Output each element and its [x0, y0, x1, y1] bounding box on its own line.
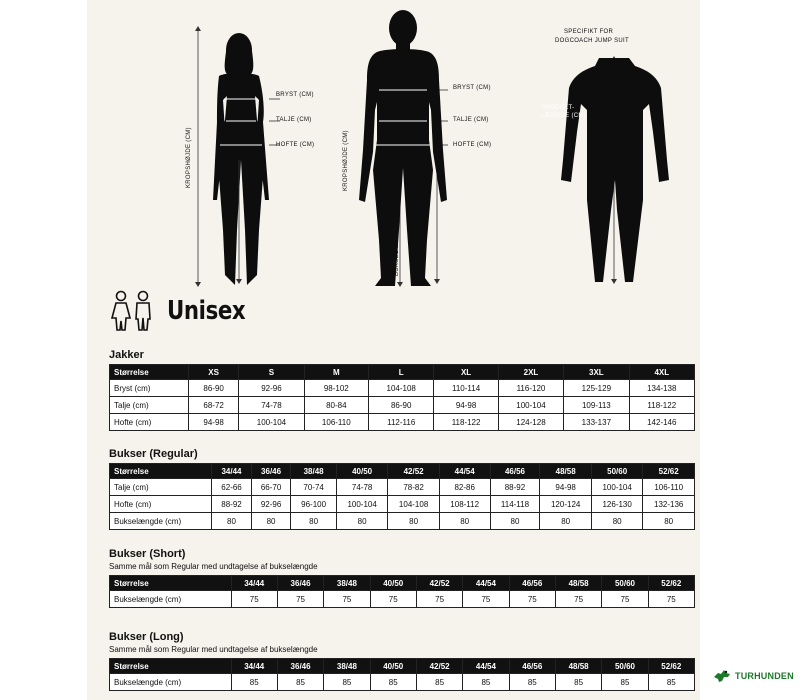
table-cell: 109-113	[564, 397, 629, 414]
size-column-header: 34/44	[212, 464, 252, 479]
table-cell: 75	[370, 591, 416, 608]
table-header-row	[110, 464, 695, 479]
table-row	[110, 513, 695, 530]
table-cell: 80	[291, 513, 337, 530]
size-header-label: Størrelse	[110, 659, 232, 674]
woman-height-label: KROPSHØJDE (CM)	[186, 127, 192, 188]
table-cell: 70-74	[291, 479, 337, 496]
table-cell: 100-104	[239, 414, 304, 431]
suit-length-label-line2: LÆNGDE (CM)	[541, 113, 586, 119]
row-label: Bukselængde (cm)	[110, 674, 232, 691]
size-column-header: 50/60	[602, 576, 648, 591]
size-column-header: 52/62	[643, 464, 695, 479]
row-label: Bukselængde (cm)	[110, 591, 232, 608]
unisex-heading	[109, 290, 262, 332]
logo-text: TURHUNDEN	[735, 671, 794, 681]
size-column-header: 36/46	[251, 464, 291, 479]
size-column-header: L	[369, 365, 434, 380]
table-cell: 85	[509, 674, 555, 691]
unisex-people-icon	[109, 290, 155, 332]
table-cell: 85	[555, 674, 601, 691]
bukser-long-size-table	[109, 658, 695, 691]
table-cell: 100-104	[336, 496, 387, 513]
table-cell: 75	[463, 591, 509, 608]
row-label: Talje (cm)	[110, 479, 212, 496]
bukser-long-section	[109, 631, 695, 691]
size-column-header: 38/48	[324, 576, 370, 591]
woman-hip-label: HOFTE (CM)	[276, 142, 315, 148]
table-cell: 80	[643, 513, 695, 530]
size-guide-sheet	[87, 0, 700, 700]
table-cell: 104-108	[388, 496, 439, 513]
dog-logo-icon	[712, 667, 732, 685]
table-cell: 85	[370, 674, 416, 691]
row-label: Bukselængde (cm)	[110, 513, 212, 530]
table-cell: 80	[591, 513, 642, 530]
jumpsuit-silhouette	[561, 58, 669, 282]
man-hip-label: HOFTE (CM)	[453, 142, 492, 148]
jakker-section	[109, 349, 695, 431]
table-cell: 85	[324, 674, 370, 691]
table-cell: 126-130	[591, 496, 642, 513]
woman-silhouette	[213, 33, 269, 285]
suit-length-label-line1: PRODUKT-	[541, 105, 575, 111]
woman-inseam-label: BUKSELÆNGDE (CM)	[229, 208, 235, 275]
size-column-header: 4XL	[629, 365, 694, 380]
man-waist-label: TALJE (CM)	[453, 117, 489, 123]
table-cell: 104-108	[369, 380, 434, 397]
size-column-header: 40/50	[336, 464, 387, 479]
table-cell: 86-90	[369, 397, 434, 414]
table-cell: 118-122	[629, 397, 694, 414]
man-chest-label: BRYST (CM)	[453, 85, 491, 91]
size-column-header: 48/58	[555, 659, 601, 674]
size-column-header: 2XL	[498, 365, 563, 380]
size-column-header: 40/50	[370, 576, 416, 591]
bukser-regular-section	[109, 448, 695, 530]
bukser-short-size-table	[109, 575, 695, 608]
table-header-row	[110, 576, 695, 591]
bukser-short-subtitle: Samme mål som Regular med undtagelse af bukselængde	[109, 562, 318, 571]
man-height-label: KROPSHØJDE (CM)	[343, 130, 349, 191]
size-column-header: 44/54	[439, 464, 490, 479]
size-column-header: XS	[189, 365, 239, 380]
size-column-header: 52/62	[648, 576, 694, 591]
table-cell: 75	[648, 591, 694, 608]
size-column-header: 50/60	[591, 464, 642, 479]
bukser-short-section	[109, 548, 695, 608]
table-cell: 124-128	[498, 414, 563, 431]
table-row	[110, 414, 695, 431]
row-label: Bryst (cm)	[110, 380, 189, 397]
row-label: Hofte (cm)	[110, 496, 212, 513]
table-cell: 125-129	[564, 380, 629, 397]
table-cell: 116-120	[498, 380, 563, 397]
size-column-header: 46/56	[509, 576, 555, 591]
size-column-header: 46/56	[490, 464, 540, 479]
size-header-label: Størrelse	[110, 464, 212, 479]
jakker-size-table	[109, 364, 695, 431]
table-cell: 82-86	[439, 479, 490, 496]
size-column-header: 36/46	[277, 576, 323, 591]
size-column-header: 38/48	[291, 464, 337, 479]
woman-chest-label: BRYST (CM)	[276, 92, 314, 98]
table-header-row	[110, 659, 695, 674]
table-cell: 85	[277, 674, 323, 691]
table-row	[110, 674, 695, 691]
turhunden-logo	[712, 667, 794, 685]
jakker-title: Jakker	[109, 349, 144, 361]
size-column-header: 52/62	[648, 659, 694, 674]
table-cell: 94-98	[434, 397, 498, 414]
bukser-regular-title: Bukser (Regular)	[109, 448, 198, 460]
table-cell: 110-114	[434, 380, 498, 397]
size-column-header: 42/52	[416, 576, 462, 591]
table-cell: 75	[509, 591, 555, 608]
table-cell: 74-78	[239, 397, 304, 414]
table-cell: 80	[251, 513, 291, 530]
table-cell: 96-100	[291, 496, 337, 513]
table-cell: 85	[463, 674, 509, 691]
woman-waist-label: TALJE (CM)	[276, 117, 312, 123]
table-cell: 85	[231, 674, 277, 691]
size-column-header: 44/54	[463, 576, 509, 591]
table-cell: 75	[277, 591, 323, 608]
table-cell: 114-118	[490, 496, 540, 513]
table-cell: 80	[336, 513, 387, 530]
size-column-header: 34/44	[231, 576, 277, 591]
size-header-label: Størrelse	[110, 576, 232, 591]
size-column-header: 44/54	[463, 659, 509, 674]
table-row	[110, 479, 695, 496]
table-cell: 85	[602, 674, 648, 691]
table-cell: 80	[212, 513, 252, 530]
table-cell: 85	[416, 674, 462, 691]
suit-caption-line1: SPECIFIKT FOR	[564, 29, 614, 35]
row-label: Hofte (cm)	[110, 414, 189, 431]
table-cell: 118-122	[434, 414, 498, 431]
row-label: Talje (cm)	[110, 397, 189, 414]
table-cell: 75	[231, 591, 277, 608]
table-cell: 88-92	[212, 496, 252, 513]
table-header-row	[110, 365, 695, 380]
table-cell: 86-90	[189, 380, 239, 397]
table-cell: 106-110	[304, 414, 368, 431]
table-cell: 92-96	[239, 380, 304, 397]
table-cell: 112-116	[369, 414, 434, 431]
table-cell: 132-136	[643, 496, 695, 513]
table-cell: 75	[602, 591, 648, 608]
table-cell: 100-104	[591, 479, 642, 496]
size-column-header: 48/58	[555, 576, 601, 591]
size-column-header: 3XL	[564, 365, 629, 380]
table-cell: 98-102	[304, 380, 368, 397]
table-row	[110, 397, 695, 414]
table-cell: 80	[490, 513, 540, 530]
table-row	[110, 380, 695, 397]
table-cell: 68-72	[189, 397, 239, 414]
size-column-header: 36/46	[277, 659, 323, 674]
table-cell: 66-70	[251, 479, 291, 496]
suit-caption-line2: DOGCOACH JUMP SUIT	[555, 38, 629, 44]
table-cell: 94-98	[189, 414, 239, 431]
table-cell: 100-104	[498, 397, 563, 414]
table-cell: 106-110	[643, 479, 695, 496]
table-cell: 80	[388, 513, 439, 530]
table-cell: 133-137	[564, 414, 629, 431]
size-column-header: S	[239, 365, 304, 380]
table-cell: 80-84	[304, 397, 368, 414]
size-column-header: 38/48	[324, 659, 370, 674]
size-column-header: 42/52	[388, 464, 439, 479]
size-column-header: 34/44	[231, 659, 277, 674]
bukser-regular-size-table	[109, 463, 695, 530]
bukser-long-subtitle: Samme mål som Regular med undtagelse af bukselængde	[109, 645, 318, 654]
table-cell: 85	[648, 674, 694, 691]
table-cell: 80	[439, 513, 490, 530]
table-cell: 75	[416, 591, 462, 608]
table-row	[110, 591, 695, 608]
table-cell: 78-82	[388, 479, 439, 496]
table-cell: 88-92	[490, 479, 540, 496]
size-column-header: M	[304, 365, 368, 380]
bukser-long-title: Bukser (Long)	[109, 631, 184, 643]
table-cell: 74-78	[336, 479, 387, 496]
table-cell: 108-112	[439, 496, 490, 513]
size-column-header: 42/52	[416, 659, 462, 674]
table-cell: 134-138	[629, 380, 694, 397]
table-cell: 80	[540, 513, 591, 530]
man-silhouette	[359, 10, 447, 286]
table-cell: 75	[324, 591, 370, 608]
size-column-header: 40/50	[370, 659, 416, 674]
table-cell: 62-66	[212, 479, 252, 496]
table-cell: 94-98	[540, 479, 591, 496]
table-cell: 92-96	[251, 496, 291, 513]
size-column-header: 50/60	[602, 659, 648, 674]
size-header-label: Størrelse	[110, 365, 189, 380]
table-cell: 75	[555, 591, 601, 608]
size-column-header: XL	[434, 365, 498, 380]
size-column-header: 48/58	[540, 464, 591, 479]
table-cell: 120-124	[540, 496, 591, 513]
unisex-title: Unisex	[167, 296, 246, 326]
size-column-header: 46/56	[509, 659, 555, 674]
man-inseam-label: BUKSELÆNGDE (CM)	[394, 209, 400, 276]
table-row	[110, 496, 695, 513]
table-cell: 142-146	[629, 414, 694, 431]
bukser-short-title: Bukser (Short)	[109, 548, 186, 560]
